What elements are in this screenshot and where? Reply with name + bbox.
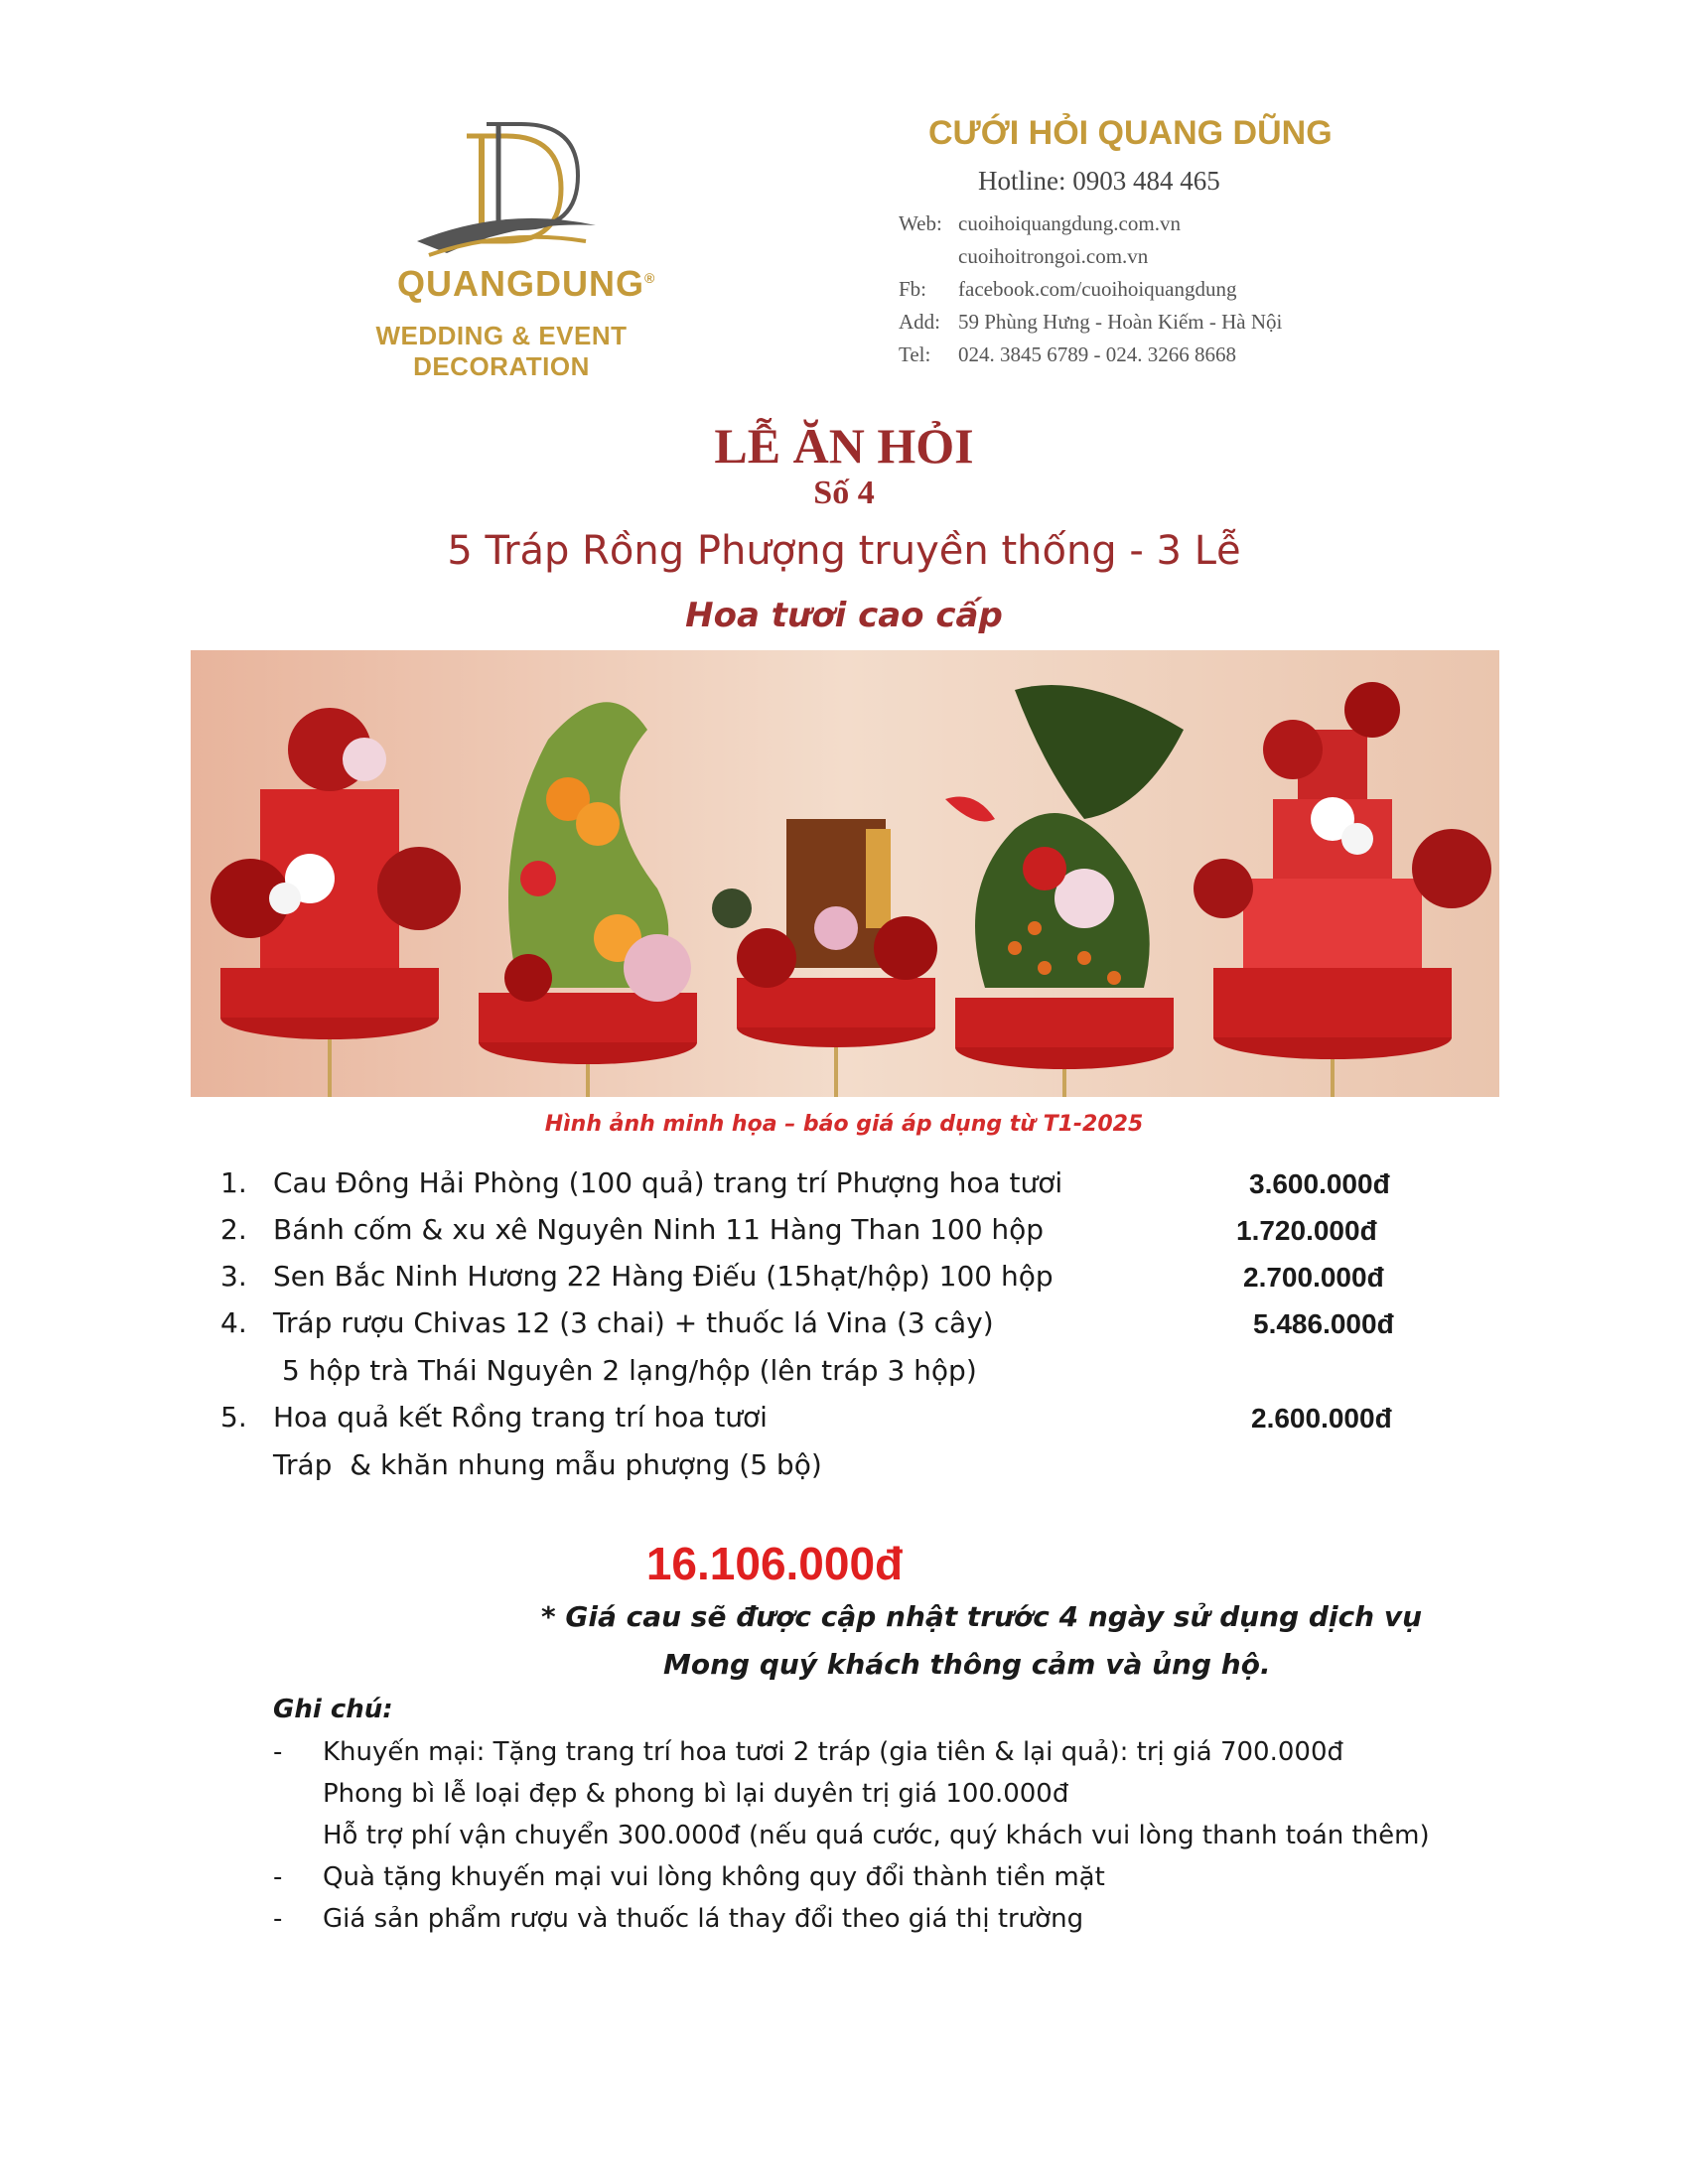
notes-heading: Ghi chú: xyxy=(273,1695,393,1724)
address-row xyxy=(899,310,1282,335)
trays-photo xyxy=(191,650,1499,1097)
item-price: 2.700.000đ xyxy=(1243,1262,1384,1293)
note-market-price: Giá sản phẩm rượu và thuốc lá thay đổi theo giá thị trường xyxy=(323,1904,1084,1934)
item-price: 1.720.000đ xyxy=(1236,1215,1377,1246)
web-link-2[interactable]: cuoihoitrongoi.com.vn xyxy=(958,244,1149,268)
logo-brand: QUANGDUNG® xyxy=(397,263,656,304)
package-number: Số 4 xyxy=(813,475,875,511)
package-flowers: Hoa tươi cao cấp xyxy=(685,596,1003,635)
item-subtext: Tráp & khăn nhung mẫu phượng (5 bộ) xyxy=(273,1448,822,1481)
wedding-trays-illustration xyxy=(191,650,1499,1097)
tel-label: Tel: xyxy=(899,342,931,366)
item-text: Tráp rượu Chivas 12 (3 chai) + thuốc lá Vina (3 cây) xyxy=(273,1306,994,1339)
note-envelope: Phong bì lễ loại đẹp & phong bì lại duyên trị giá 100.000đ xyxy=(323,1779,1069,1809)
item-text: Cau Đông Hải Phòng (100 quả) trang trí Phượng hoa tươi xyxy=(273,1166,1063,1199)
total-price: 16.106.000đ xyxy=(645,1538,904,1589)
fb-row xyxy=(899,277,1237,302)
note-shipping: Hỗ trợ phí vận chuyển 300.000đ (nếu quá cước, quý khách vui lòng thanh toán thêm) xyxy=(323,1821,1430,1850)
item-text: Sen Bắc Ninh Hương 22 Hàng Điếu (15hạt/hộp) 100 hộp xyxy=(273,1260,1054,1293)
web-label: Web: xyxy=(899,211,942,235)
note-gift: Quà tặng khuyến mại vui lòng không quy đổi thành tiền mặt xyxy=(323,1862,1105,1892)
item-price: 3.600.000đ xyxy=(1249,1168,1390,1199)
dd-monogram-icon xyxy=(318,114,685,263)
note-bullet: - xyxy=(273,1862,283,1892)
note-bullet: - xyxy=(273,1904,283,1934)
company-name: CƯỚI HỎI QUANG DŨNG xyxy=(928,114,1333,152)
fb-link[interactable]: facebook.com/cuoihoiquangdung xyxy=(958,277,1237,301)
hotline: Hotline: 0903 484 465 xyxy=(978,166,1220,196)
tel: 024. 3845 6789 - 024. 3266 8668 xyxy=(958,342,1236,366)
web-row-2 xyxy=(899,244,1148,269)
company-logo xyxy=(318,114,685,381)
photo-caption: Hình ảnh minh họa – báo giá áp dụng từ T1-2025 xyxy=(544,1112,1144,1137)
notice-line-1: * Giá cau sẽ được cập nhật trước 4 ngày sử dụng dịch vụ xyxy=(541,1600,1423,1633)
logo-tagline: WEDDING & EVENT DECORATION xyxy=(375,321,628,381)
item-text: Bánh cốm & xu xê Nguyên Ninh 11 Hàng Than 100 hộp xyxy=(273,1213,1045,1246)
page-title: LỄ ĂN HỎI xyxy=(714,418,974,474)
item-subtext: 5 hộp trà Thái Nguyên 2 lạng/hộp (lên tráp 3 hộp) xyxy=(282,1354,977,1387)
package-subtitle: 5 Tráp Rồng Phượng truyền thống - 3 Lễ xyxy=(447,528,1241,574)
notice-line-2: Mong quý khách thông cảm và ủng hộ. xyxy=(663,1648,1271,1681)
web-link-1[interactable]: cuoihoiquangdung.com.vn xyxy=(958,211,1181,235)
address: 59 Phùng Hưng - Hoàn Kiếm - Hà Nội xyxy=(958,310,1283,334)
address-label: Add: xyxy=(899,310,940,334)
fb-label: Fb: xyxy=(899,277,927,301)
item-text: Hoa quả kết Rồng trang trí hoa tươi xyxy=(273,1401,768,1433)
tel-row xyxy=(899,342,1236,367)
web-row xyxy=(899,211,1181,236)
note-bullet: - xyxy=(273,1737,283,1767)
item-price: 5.486.000đ xyxy=(1253,1308,1394,1339)
note-promo: Khuyến mại: Tặng trang trí hoa tươi 2 tráp (gia tiên & lại quả): trị giá 700.000đ xyxy=(323,1737,1343,1767)
item-price: 2.600.000đ xyxy=(1251,1403,1392,1433)
